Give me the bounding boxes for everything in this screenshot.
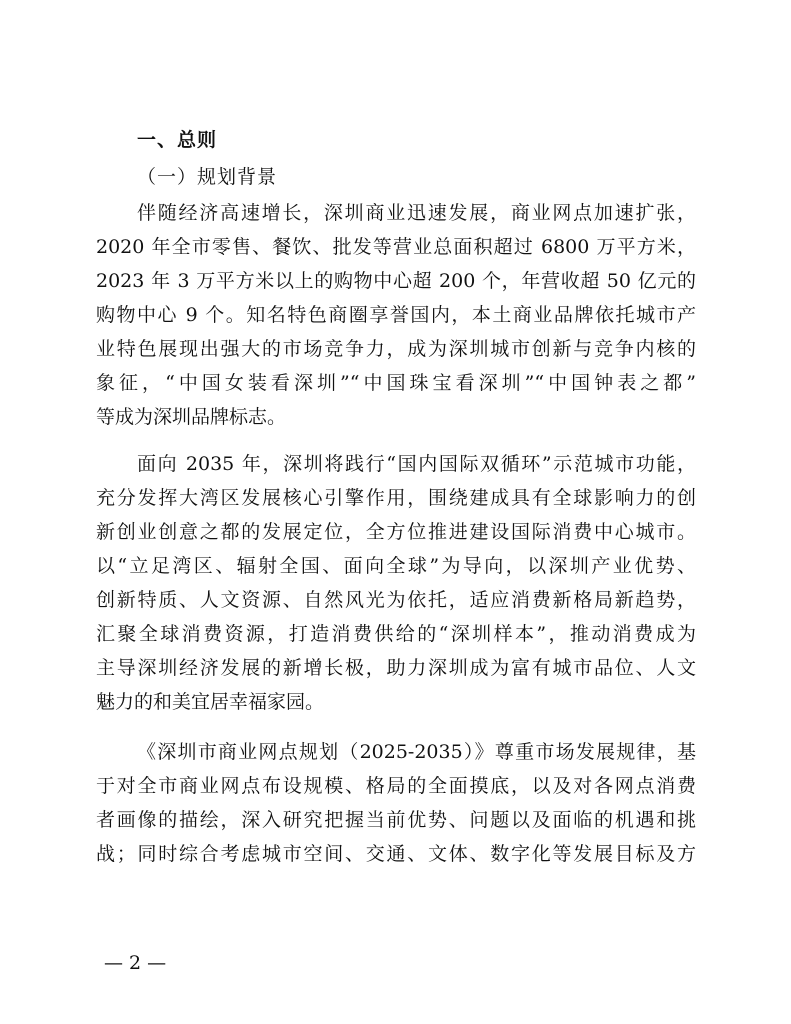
paragraph-vision-2035 bbox=[96, 447, 696, 719]
paragraph-line: 面向 2035 年，深圳将践行“国内国际双循环”示范城市功能， bbox=[137, 453, 696, 475]
paragraph-line: 充分发挥大湾区发展核心引擎作用，围绕建成具有全球影响力的创 bbox=[96, 487, 696, 509]
paragraph-line: 伴随经济高速增长，深圳商业迅速发展，商业网点加速扩张， bbox=[137, 202, 696, 224]
paragraph-line: 以“立足湾区、辐射全国、面向全球”为导向，以深圳产业优势、 bbox=[96, 555, 696, 577]
paragraph-line: 2023 年 3 万平方米以上的购物中心超 200 个，年营收超 50 亿元的 bbox=[96, 270, 696, 292]
paragraph-line: 战；同时综合考虑城市空间、交通、文体、数字化等发展目标及方 bbox=[96, 843, 696, 865]
paragraph-line: 新创业创意之都的发展定位，全方位推进建设国际消费中心城市。 bbox=[96, 521, 696, 543]
paragraph-line: 于对全市商业网点布设规模、格局的全面摸底，以及对各网点消费 bbox=[96, 775, 696, 797]
paragraph-line: 《深圳市商业网点规划（2025-2035）》尊重市场发展规律，基 bbox=[137, 741, 696, 763]
paragraph-line: 业特色展现出强大的市场竞争力，成为深圳城市创新与竞争内核的 bbox=[96, 338, 696, 360]
paragraph-plan-intro bbox=[96, 735, 696, 871]
section-heading: 一、总则 bbox=[137, 129, 218, 151]
paragraph-line: 魅力的和美宜居幸福家园。 bbox=[96, 691, 325, 713]
paragraph-background bbox=[96, 196, 696, 434]
paragraph-line: 2020 年全市零售、餐饮、批发等营业总面积超过 6800 万平方米， bbox=[96, 236, 696, 258]
page-number: — 2 — bbox=[104, 952, 167, 974]
subsection-heading: （一）规划背景 bbox=[137, 166, 278, 188]
paragraph-line: 等成为深圳品牌标志。 bbox=[96, 406, 287, 428]
paragraph-line: 创新特质、人文资源、自然风光为依托，适应消费新格局新趋势， bbox=[96, 589, 696, 611]
paragraph-line: 汇聚全球消费资源，打造消费供给的“深圳样本”，推动消费成为 bbox=[96, 623, 696, 645]
paragraph-line: 象征，“中国女装看深圳”“中国珠宝看深圳”“中国钟表之都” bbox=[96, 372, 696, 394]
paragraph-line: 者画像的描绘，深入研究把握当前优势、问题以及面临的机遇和挑 bbox=[96, 809, 696, 831]
paragraph-line: 主导深圳经济发展的新增长极，助力深圳成为富有城市品位、人文 bbox=[96, 657, 696, 679]
paragraph-line: 购物中心 9 个。知名特色商圈享誉国内，本土商业品牌依托城市产 bbox=[96, 304, 696, 326]
